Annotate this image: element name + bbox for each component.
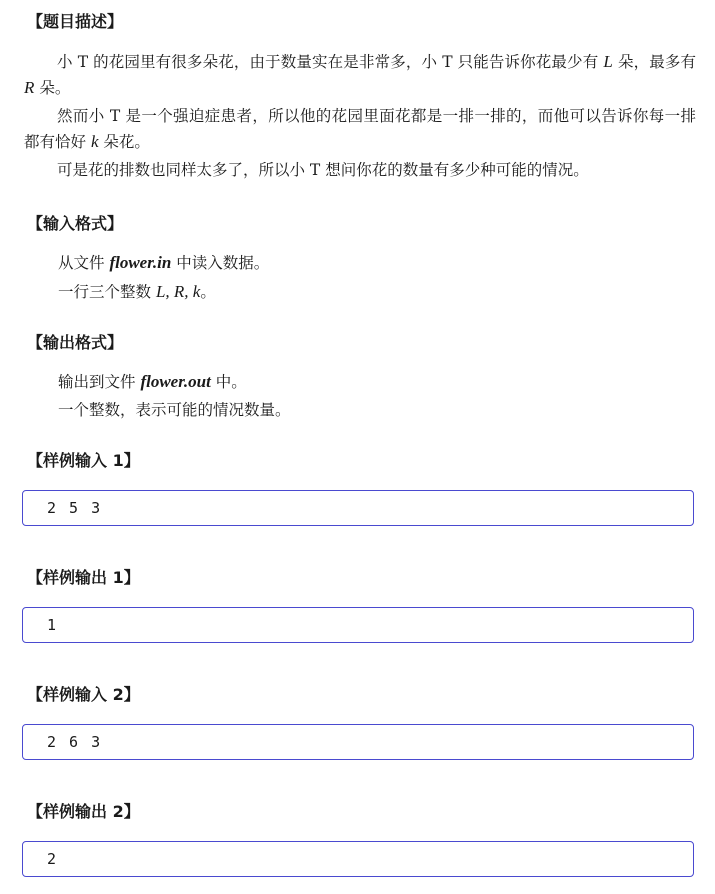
sample-output-2-heading: 【样例输出 2】 xyxy=(27,802,140,821)
input-line2-text-b: 。 xyxy=(200,283,216,301)
description-p2-text-b: 朵花。 xyxy=(98,133,150,151)
description-p1-text-b: 朵，最多有 xyxy=(612,53,696,71)
description-p1-text-c: 朵。 xyxy=(34,79,71,97)
var-k: k xyxy=(90,132,99,151)
sample-output-1-heading: 【样例输出 1】 xyxy=(27,568,140,587)
output-format-line-2: 一个整数，表示可能的情况数量。 xyxy=(58,401,291,419)
input-line2-text-a: 一行三个整数 xyxy=(58,283,156,301)
output-format-line-1 xyxy=(58,369,247,395)
output-line1-text-b: 中。 xyxy=(210,373,247,391)
input-line1-text-a: 从文件 xyxy=(58,254,110,272)
input-format-line-1 xyxy=(58,250,269,276)
sample-input-1-box: 2 5 3 xyxy=(22,490,694,526)
sample-output-1-box: 1 xyxy=(22,607,694,643)
description-paragraph-1 xyxy=(24,49,696,101)
input-vars: L, R, k xyxy=(155,282,201,301)
input-format-line-2 xyxy=(58,279,216,305)
description-paragraph-2 xyxy=(24,103,696,155)
input-format-heading: 【输入格式】 xyxy=(27,214,124,233)
output-format-heading: 【输出格式】 xyxy=(27,333,124,352)
sample-input-1-heading: 【样例输入 1】 xyxy=(27,451,140,470)
sample-output-2-box: 2 xyxy=(22,841,694,877)
var-R: R xyxy=(24,78,35,97)
sample-input-2-heading: 【样例输入 2】 xyxy=(27,685,140,704)
description-p2-text-a: 然而小 T 是一个强迫症患者，所以他的花园里面花都是一排一排的，而他可以告诉你每一排都有恰好 xyxy=(24,107,696,151)
description-paragraph-3: 可是花的排数也同样太多了，所以小 T 想问你花的数量有多少种可能的情况。 xyxy=(57,161,589,179)
sample-input-2-box: 2 6 3 xyxy=(22,724,694,760)
var-L: L xyxy=(603,52,613,71)
description-p1-text-a: 小 T 的花园里有很多朵花，由于数量实在是非常多，小 T 只能告诉你花最少有 xyxy=(57,53,604,71)
output-filename: flower.out xyxy=(140,372,211,391)
output-line1-text-a: 输出到文件 xyxy=(58,373,141,391)
description-heading: 【题目描述】 xyxy=(27,12,124,31)
input-filename: flower.in xyxy=(109,253,172,272)
input-line1-text-b: 中读入数据。 xyxy=(171,254,270,272)
